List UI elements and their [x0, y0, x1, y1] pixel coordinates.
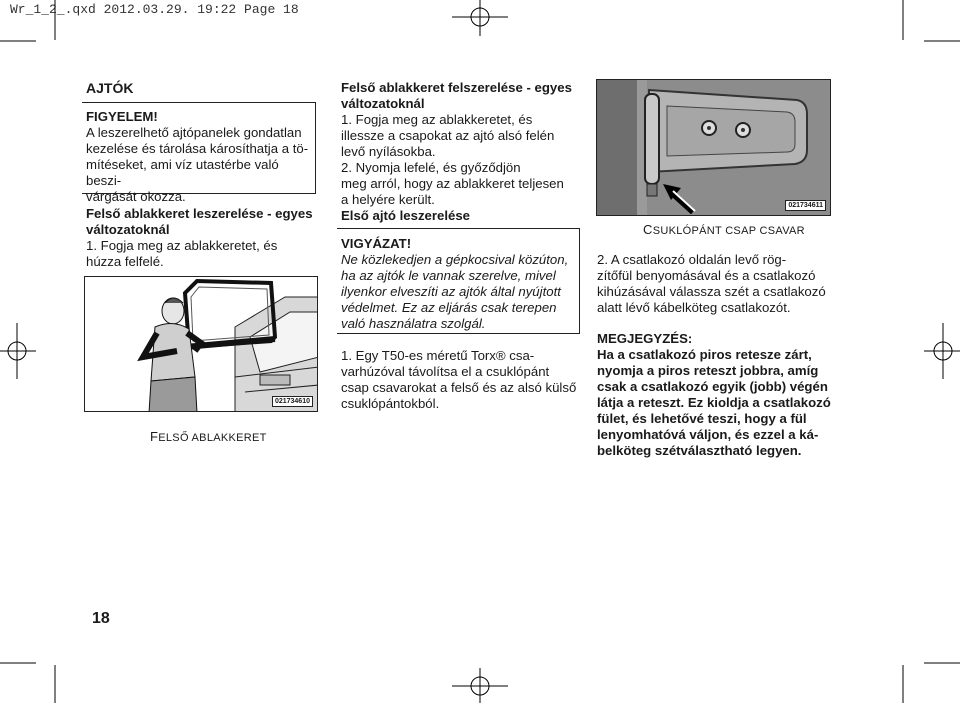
trim-mark-top-right: [902, 0, 904, 40]
step-line: húzza felfelé.: [86, 254, 164, 269]
registration-mark-right: [924, 323, 960, 379]
subhead-line: Felső ablakkeret leszerelése - egyes: [86, 206, 313, 221]
section-title: AJTÓK: [86, 80, 134, 96]
trim-mark-bottom-right: [902, 665, 904, 703]
caution-line: Ne közlekedjen a gépkocsival közúton,: [341, 252, 569, 267]
registration-mark-left: [0, 323, 36, 379]
caption-initial: C: [643, 222, 653, 237]
figure-code: 021734610: [272, 396, 313, 407]
trim-mark-left-top: [0, 40, 36, 42]
note-label: MEGJEGYZÉS:: [597, 331, 693, 346]
warning-line: kezelése és tárolása károsíthatja a tö-: [86, 141, 309, 156]
note-block: [597, 331, 833, 459]
trim-mark-right-bottom: [924, 662, 960, 664]
registration-mark-bottom: [452, 668, 508, 703]
figure-caption-right: [643, 222, 805, 237]
middle-step-torx: [341, 348, 577, 412]
caution-line: védelmet. Ez az eljárás csak terepen: [341, 300, 557, 315]
page-number: 18: [92, 610, 110, 627]
step-line: 1. Egy T50-es méretű Torx® csa-: [341, 348, 535, 363]
warning-block: [86, 109, 314, 205]
left-procedure: [86, 206, 314, 270]
step-line: 2. A csatlakozó oldalán levő rög-: [597, 252, 787, 267]
trim-mark-right-top: [924, 40, 960, 42]
hinge-illustration: [597, 80, 831, 216]
note-line: fület, és lehetővé teszi, hogy a fül: [597, 411, 807, 426]
right-step: [597, 252, 833, 316]
caption-text: ELSŐ ABLAKKERET: [158, 432, 267, 444]
step-line: csap csavarokat a felső és az alsó külső: [341, 380, 577, 395]
step-line: csuklópántokból.: [341, 396, 440, 411]
subhead-line: Felső ablakkeret felszerelése - egyes: [341, 80, 572, 95]
trim-mark-top-left: [54, 0, 56, 40]
caution-line: ha az ajtók le vannak szerelve, mivel: [341, 268, 556, 283]
step-line: levő nyílásokba.: [341, 144, 436, 159]
step-line: kihúzásával válassza szét a csatlakozó: [597, 284, 826, 299]
figure-hinge: [596, 79, 831, 216]
caption-initial: F: [150, 429, 159, 444]
warning-line: várgását okozza.: [86, 189, 186, 204]
note-line: látja a reteszt. Ez kioldja a csatlakozó: [597, 395, 831, 410]
caution-block: [341, 236, 577, 332]
window-frame-illustration: [85, 277, 318, 412]
step-line: 2. Nyomja lefelé, és győződjön: [341, 160, 521, 175]
note-line: nyomja a piros reteszt jobbra, amíg: [597, 363, 819, 378]
trim-mark-bottom-left: [54, 665, 56, 703]
step-line: meg arról, hogy az ablakkeret teljesen: [341, 176, 564, 191]
step-line: 1. Fogja meg az ablakkeretet, és: [341, 112, 533, 127]
step-line: varhúzóval távolítsa el a csuklópánt: [341, 364, 550, 379]
warning-label: FIGYELEM!: [86, 109, 158, 124]
caution-label: VIGYÁZAT!: [341, 236, 412, 251]
step-line: alatt lévő kábelköteg csatlakozót.: [597, 300, 791, 315]
trim-mark-left-bottom: [0, 662, 36, 664]
warning-line: A leszerelhető ajtópanelek gondatlan: [86, 125, 302, 140]
subhead-front-door: Első ajtó leszerelése: [341, 208, 471, 223]
caution-line: való használatra szolgál.: [341, 316, 486, 331]
registration-mark-top: [452, 0, 508, 36]
figure-caption-left: [150, 429, 267, 444]
subhead-line: változatoknál: [86, 222, 170, 237]
note-line: belköteg szétválasztható legyen.: [597, 443, 802, 458]
warning-line: mítéseket, ami víz utastérbe való beszi-: [86, 157, 279, 188]
step-line: illessze a csapokat az ajtó alsó felén: [341, 128, 555, 143]
step-line: 1. Fogja meg az ablakkeretet, és: [86, 238, 278, 253]
caution-line: ilyenkor elveszíti az ajtók által nyújtott: [341, 284, 561, 299]
print-slug: Wr_1_2_.qxd 2012.03.29. 19:22 Page 18: [10, 2, 299, 17]
note-line: Ha a csatlakozó piros retesze zárt,: [597, 347, 812, 362]
figure-code: 021734611: [785, 200, 826, 211]
note-line: csak a csatlakozó egyik (jobb) végén: [597, 379, 828, 394]
note-line: lenyomhatóvá váljon, és ezzel a ká-: [597, 427, 819, 442]
left-column: [86, 80, 314, 96]
figure-window-frame: [84, 276, 318, 412]
step-line: a helyére került.: [341, 192, 435, 207]
subhead-line: változatoknál: [341, 96, 425, 111]
middle-procedure: [341, 80, 577, 224]
caption-text: SUKLÓPÁNT CSAP CSAVAR: [652, 225, 805, 237]
step-line: zítőfül benyomásával és a csatlakozó: [597, 268, 816, 283]
